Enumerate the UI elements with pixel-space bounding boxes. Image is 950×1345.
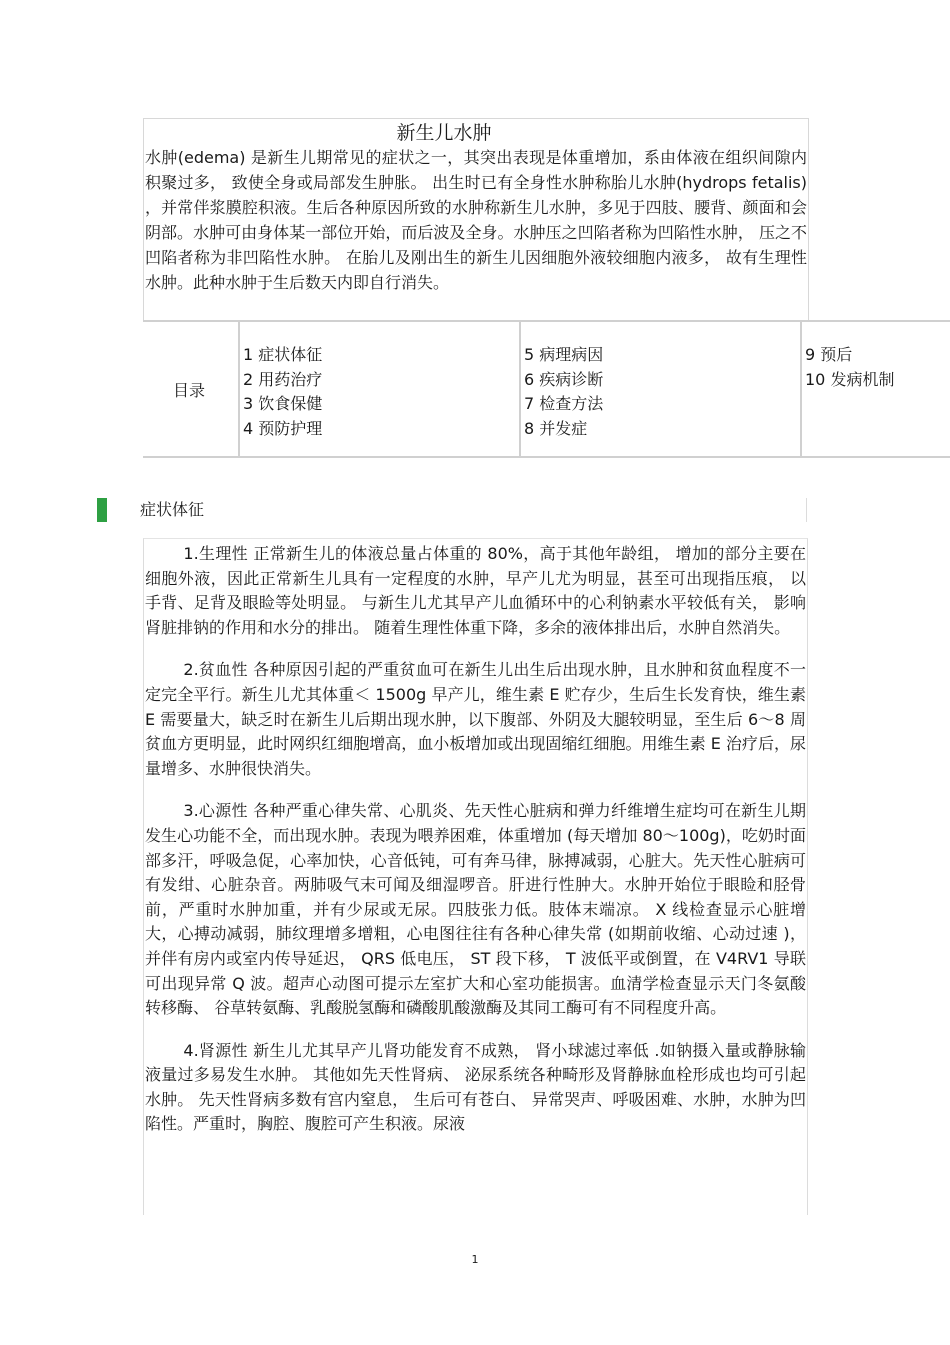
section-accent-bar: [97, 498, 107, 522]
section-title: 症状体征: [140, 500, 205, 519]
intro-box: [143, 118, 809, 320]
section-content: [143, 538, 808, 1215]
page-title: 新生儿水肿: [396, 122, 492, 144]
toc-item[interactable]: 7 检查方法: [524, 394, 604, 413]
toc-column-2: [519, 322, 800, 456]
content-paragraph: 4.肾源性 新生儿尤其早产儿肾功能发育不成熟， 肾小球滤过率低 .如钠摄入量或静脉输液量过多易发生水肿。 其他如先天性肾病、 泌尿系统各种畸形及肾静脉血栓形成也均可引起水肿。 先天性肾病多数有宫内窒息， 生后可有苍白、 异常哭声、呼吸困难、水肿，水肿为凹陷性。严重时，胸腔、腹腔可产生积液。尿液: [145, 1040, 806, 1134]
content-paragraph: 3.心源性 各种严重心律失常、心肌炎、先天性心脏病和弹力纤维增生症均可在新生儿期发生心功能不全，而出现水肿。表现为喂养困难，体重增加 (每天增加 80～100g)，吃奶时面部多汗，呼吸急促，心率加快，心音低钝，可有奔马律，脉搏减弱，心脏大。先天性心脏病可有发绀、心脏杂音。两肺吸气末可闻及细湿啰音。肝进行性肿大。水肿开始位于眼睑和胫骨前，严重时水肿加重，并有少尿或无尿。四肢张力低。肢体末端凉。 X 线检查显示心脏增大，心搏动减弱，肺纹理增多增粗，心电图往往有各种心律失常 (如期前收缩、心动过速 )，并伴有房内或室内传导延迟， QRS 低电压， ST 段下移， T 波低平或倒置，在 V4RV1 导联可出现异常 Q 波。超声心动图可提示左室扩大和心室功能损害。血清学检查显示天门冬氨酸转移酶、 谷草转氨酶、乳酸脱氢酶和磷酸肌酸激酶及其同工酶可有不同程度升高。: [145, 801, 806, 1018]
toc-item[interactable]: 5 病理病因: [524, 345, 604, 364]
toc-column-3: [800, 322, 950, 456]
content-paragraph: 2.贫血性 各种原因引起的严重贫血可在新生儿出生后出现水肿，且水肿和贫血程度不一定完全平行。新生儿尤其体重＜ 1500g 早产儿，维生素 E 贮存少，生后生长发育快，维生素 E 需要量大，缺乏时在新生儿后期出现水肿，以下腹部、外阴及大腿较明显，至生后 6～8 周贫血方更明显，此时网织红细胞增高，血小板增加或出现固缩红细胞。用维生素 E 治疗后，尿量增多、水肿很快消失。: [145, 660, 806, 778]
toc-label-cell: [143, 322, 238, 456]
toc-item[interactable]: 6 疾病诊断: [524, 369, 604, 389]
section-divider: [806, 498, 807, 522]
toc-item[interactable]: 8 并发症: [524, 418, 588, 438]
table-of-contents: [143, 320, 950, 458]
toc-item[interactable]: 2 用药治疗: [243, 369, 323, 389]
toc-column-1: [238, 322, 519, 456]
toc-item[interactable]: 1 症状体征: [243, 345, 323, 364]
page-number: 1: [471, 1253, 479, 1266]
content-paragraph: 1.生理性 正常新生儿的体液总量占体重的 80%，高于其他年龄组， 增加的部分主要在细胞外液，因此正常新生儿具有一定程度的水肿，早产儿尤为明显，甚至可出现指压痕， 以手背、足背及眼睑等处明显。 与新生儿尤其早产儿血循环中的心利钠素水平较低有关， 影响肾脏排钠的作用和水分的排出。 随着生理性体重下降，多余的液体排出后，水肿自然消失。: [145, 544, 806, 637]
toc-item[interactable]: 10 发病机制: [805, 369, 895, 389]
toc-item[interactable]: 4 预防护理: [243, 418, 323, 438]
intro-paragraph: 水肿(edema) 是新生儿期常见的症状之一，其突出表现是体重增加，系由体液在组织间隙内积聚过多， 致使全身或局部发生肿胀。 出生时已有全身性水肿称胎儿水肿(hydrops fetalis) ，并常伴浆膜腔积液。生后各种原因所致的水肿称新生儿水肿，多见于四肢、腰背、颜面和会阴部。水肿可由身体某一部位开始，而后波及全身。水肿压之凹陷者称为凹陷性水肿， 压之不凹陷者称为非凹陷性水肿。 在胎儿及刚出生的新生儿因细胞外液较细胞内液多， 故有生理性水肿。此种水肿于生后数天内即自行消失。: [145, 148, 807, 292]
toc-item[interactable]: 9 预后: [805, 345, 853, 364]
toc-label: 目录: [173, 381, 206, 400]
toc-item[interactable]: 3 饮食保健: [243, 394, 323, 413]
